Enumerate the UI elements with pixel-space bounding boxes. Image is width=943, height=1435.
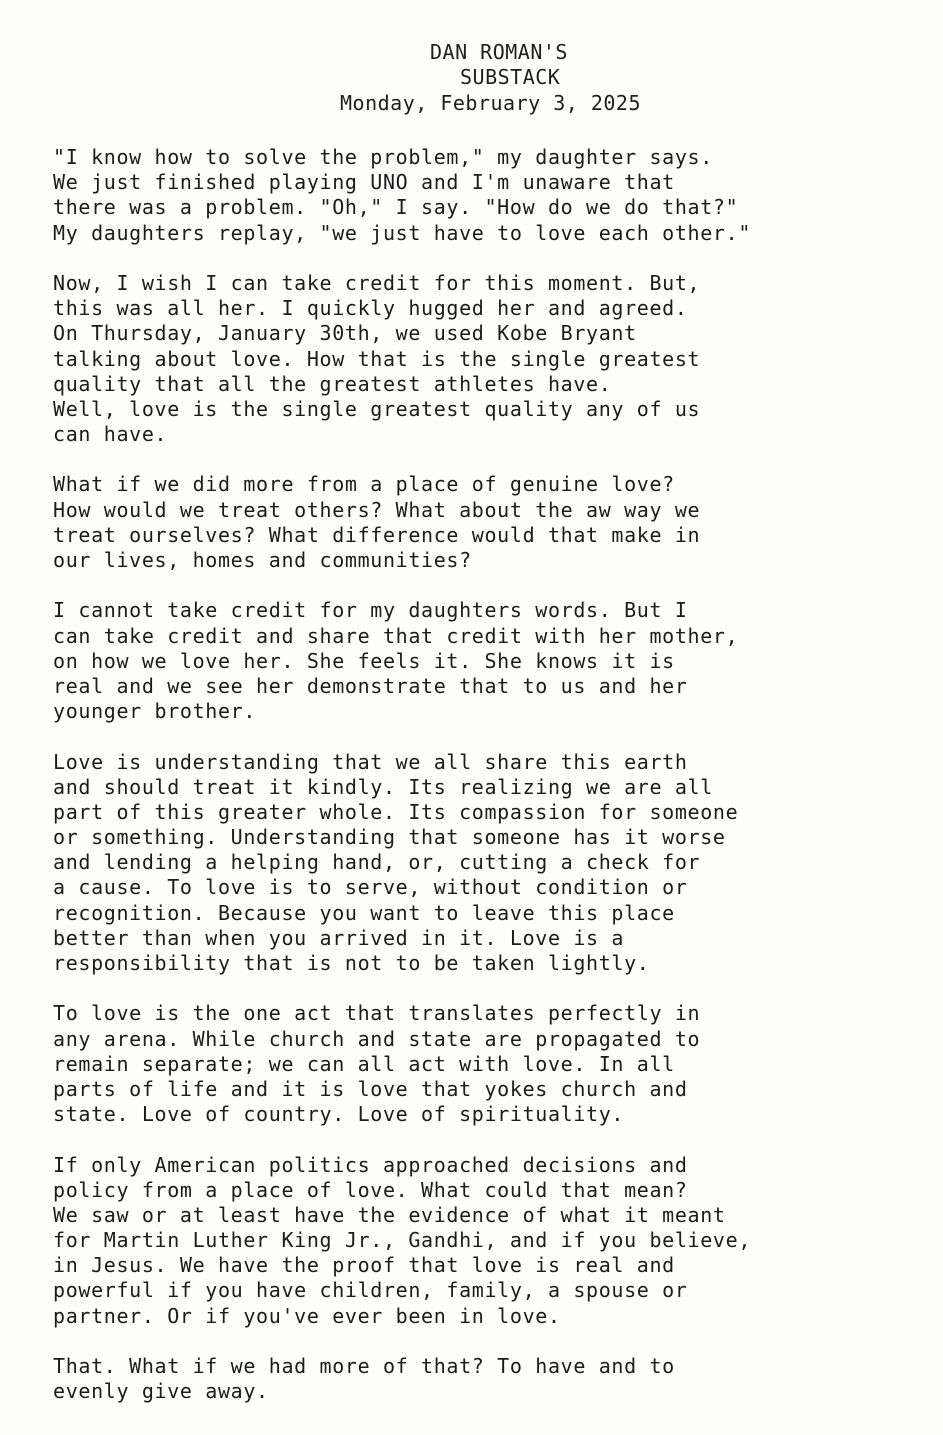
text-line: better than when you arrived in it. Love is a — [53, 925, 625, 950]
text-line: on how we love her. She feels it. She knows it is — [53, 648, 675, 673]
text-line: remain separate; we can all act with love. In all — [53, 1051, 675, 1076]
text-line: or something. Understanding that someone has it worse — [53, 825, 726, 850]
text-line: talking about love. How that is the single greatest — [53, 346, 701, 371]
text-line: To love is the one act that translates perfectly in — [53, 1001, 701, 1026]
article-body — [53, 145, 903, 1430]
text-line: parts of life and it is love that yokes church and — [53, 1076, 688, 1101]
paragraph — [53, 1153, 903, 1329]
text-line: a cause. To love is to serve, without condition or — [53, 875, 688, 900]
text-line: in Jesus. We have the proof that love is real and — [53, 1253, 675, 1278]
author-line: DAN ROMAN'S — [430, 40, 568, 64]
text-line: What if we did more from a place of genuine love? — [53, 472, 675, 497]
text-line: Now, I wish I can take credit for this moment. But, — [53, 270, 701, 295]
text-line: Love is understanding that we all share this earth — [53, 749, 688, 774]
text-line: our lives, homes and communities? — [53, 548, 472, 572]
text-line: Well, love is the single greatest quality any of us — [53, 396, 701, 421]
date-line: Monday, February 3, 2025 — [340, 91, 641, 115]
text-line: If only American politics approached decisions and — [53, 1152, 688, 1177]
text-line: evenly give away. — [53, 1379, 269, 1404]
paragraph — [53, 598, 903, 724]
text-line: We saw or at least have the evidence of what it meant — [53, 1202, 726, 1227]
text-line: there was a problem. "Oh," I say. "How do we do that?" — [53, 195, 739, 220]
text-line: My daughters replay, "we just have to love each other." — [53, 220, 752, 245]
publication-line: SUBSTACK — [460, 65, 561, 89]
paragraph — [53, 145, 903, 246]
text-line: quality that all the greatest athletes have. — [53, 371, 612, 396]
paragraph — [53, 750, 903, 977]
paragraph — [53, 1354, 903, 1404]
text-line: part of this greater whole. Its compassion for someone — [53, 799, 739, 824]
text-line: this was all her. I quickly hugged her and agreed. — [53, 296, 688, 321]
text-line: I cannot take credit for my daughters words. But I — [53, 598, 688, 623]
text-line: responsibility that is not to be taken lightly. — [53, 951, 650, 975]
text-line: can take credit and share that credit with her mother, — [53, 623, 739, 648]
text-line: younger brother. — [53, 699, 257, 724]
text-line: and should treat it kindly. Its realizing we are all — [53, 774, 713, 799]
paragraph — [53, 271, 903, 447]
text-line: any arena. While church and state are propagated to — [53, 1026, 701, 1051]
text-line: "I know how to solve the problem," my daughter says. — [53, 145, 713, 169]
text-line: How would we treat others? What about the aw way we — [53, 497, 701, 522]
text-line: for Martin Luther King Jr., Gandhi, and if you believe, — [53, 1228, 752, 1253]
text-line: can have. — [53, 422, 168, 447]
paragraph — [53, 472, 903, 573]
text-line: powerful if you have children, family, a spouse or — [53, 1278, 688, 1303]
text-line: real and we see her demonstrate that to us and her — [53, 673, 688, 698]
text-line: partner. Or if you've ever been in love. — [53, 1303, 561, 1328]
text-line: recognition. Because you want to leave this place — [53, 900, 675, 925]
paragraph — [53, 1001, 903, 1127]
text-line: On Thursday, January 30th, we used Kobe Bryant — [53, 321, 637, 346]
text-line: treat ourselves? What difference would that make in — [53, 522, 701, 547]
text-line: state. Love of country. Love of spirituality. — [53, 1102, 625, 1127]
text-line: We just finished playing UNO and I'm unaware that — [53, 170, 675, 195]
text-line: and lending a helping hand, or, cutting a check for — [53, 850, 701, 875]
text-line: policy from a place of love. What could that mean? — [53, 1177, 688, 1202]
text-line: That. What if we had more of that? To have and to — [53, 1354, 675, 1378]
